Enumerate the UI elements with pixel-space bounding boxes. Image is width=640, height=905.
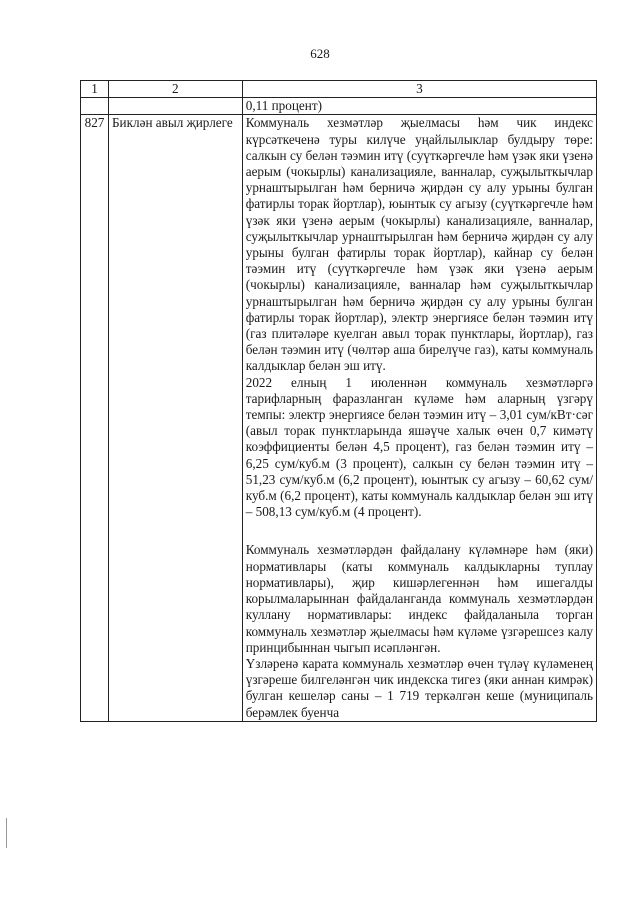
table-header-row [81,81,597,98]
column-header-1: 1 [81,81,109,98]
continuation-row [81,98,597,115]
continuation-cell-1 [81,98,109,115]
column-header-3: 3 [242,81,596,98]
row-number: 827 [81,115,109,721]
column-header-2: 2 [108,81,242,98]
row-description [242,115,596,721]
continuation-cell-2 [108,98,242,115]
scan-edge-mark [6,818,7,848]
paragraph-tariffs: 2022 елның 1 июленнән коммуналь хезмәтләргә тарифларның фаразланган күләме һәм аларның үзгәрү темпы: электр энергиясе белән тәэмин итү – 3,01 сум/кВт·сәг (авыл торак пунктларында яшәүче халык өчен 0,7 кимәтү коэффициенты белән 4,5 процент), газ белән тәэмин итү – 6,25 сум/куб.м (3 процент), салкын су белән тәэмин итү – 51,23 сум/куб.м (6,2 процент), юынтык су агызу – 60,62 сум/куб.м (6,2 процент), каты коммуналь калдыклар белән эш итү – 508,13 сум/куб.м (4 процент). [245,374,593,520]
paragraph-norms: Коммуналь хезмәтләрдән файдалану күләмнәре һәм (яки) нормативлары (каты коммуналь калдыкларны туплау нормативлары), җир кишәрлегеннән һәм ишегалды корылмаларыннан файдаланганда коммуналь хезмәтләрдән куллану нормативлары: индекс файдаланыла торган коммуналь хезмәтләр җыелмасы һәм күләме үзгәрешсез калу принцибыннан чыгып исәпләнгән. [245,542,593,655]
paragraph-gap [246,520,593,542]
page-number: 628 [310,46,330,61]
tariff-table [80,80,597,722]
paragraph-population: Үзләренә карата коммуналь хезмәтләр өчен түләү күләменең үзгәреше билгеләнгән чик индекска тигез (яки аннан кимрәк) булган кешеләр саны – 1 719 теркәлгән кеше (муниципаль берәмлек буенча [245,655,593,720]
paragraph-amenities: Коммуналь хезмәтләр җыелмасы һәм чик индекс күрсәткеченә туры килүче уңайлылыклар булдыру төре: салкын су белән тәэмин итү (суүткәргечле һәм үзәк яки үзенә аерым (чокырлы) канализацияле, ванналар, суҗылыткычлар урнаштырылган һәм берничә җирдән су алу урыны булган фатирлы торак йортлар), юынтык су агызу (суүткәргечле һәм үзәк яки үзенә аерым (чокырлы) канализацияле, ванналар, суҗылыткычлар урнаштырылган һәм берничә җирдән су алу урыны булган фатирлы торак йортлар), кайнар су белән тәэмин итү (суүткәргечле һәм үзәк яки үзенә аерым (чокырлы) канализацияле, ванналар һәм суҗылыткычлар урнаштырылган һәм берничә җирдән су алу урыны булган фатирлы торак йортлар), электр энергиясе белән тәэмин итү (газ плитәләре куелган авыл торак пунктлары, йортлар), газ белән тәэмин итү (чөлтәр аша бирелүче газ), каты коммуналь калдыклар белән эш итү. [245,115,593,374]
table-row [81,115,597,721]
settlement-name: Биклән авыл җирлеге [108,115,242,721]
continuation-text: 0,11 процент) [242,98,596,115]
